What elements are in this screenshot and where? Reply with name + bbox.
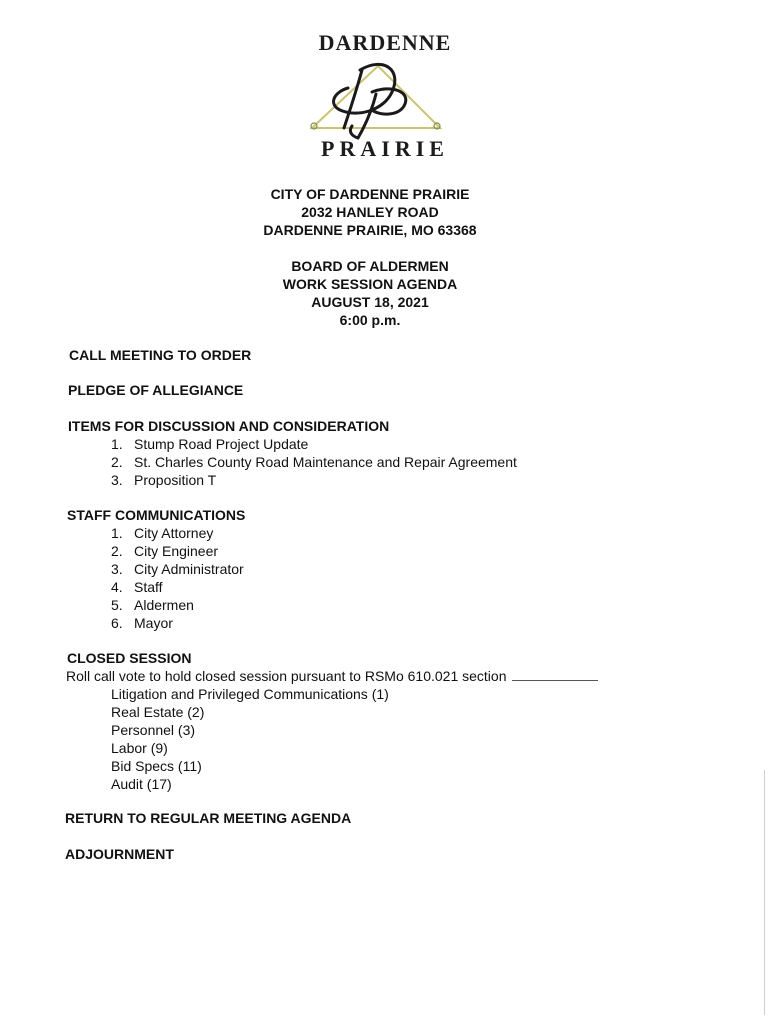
list-item: Audit (17) — [111, 776, 172, 792]
items-heading: ITEMS FOR DISCUSSION AND CONSIDERATION — [68, 418, 390, 434]
list-item: Litigation and Privileged Communications (1) — [111, 686, 389, 702]
staff-heading: STAFF COMMUNICATIONS — [67, 507, 246, 523]
meeting-date: AUGUST 18, 2021 — [311, 294, 429, 310]
address-line-1: CITY OF DARDENNE PRAIRIE — [270, 186, 470, 202]
list-item: Bid Specs (11) — [111, 758, 202, 774]
staff-list — [111, 524, 244, 632]
address-line-2: 2032 HANLEY ROAD — [301, 204, 439, 220]
dp-monogram-logo — [300, 52, 450, 140]
meeting-time: 6:00 p.m. — [339, 312, 401, 328]
list-item: 3. City Administrator — [111, 561, 244, 577]
closed-session-list — [111, 685, 389, 793]
list-item: 6. Mayor — [111, 615, 173, 631]
logo-bottom-word: PRAIRIE — [321, 136, 449, 161]
closed-session-intro — [66, 667, 598, 685]
closed-session-intro-text: Roll call vote to hold closed session pursuant to RSMo 610.021 section — [66, 668, 507, 684]
list-item: Personnel (3) — [111, 722, 196, 738]
adjournment-heading: ADJOURNMENT — [65, 846, 174, 862]
list-item: 3. Proposition T — [111, 472, 217, 488]
meeting-type: WORK SESSION AGENDA — [282, 276, 458, 292]
list-item: 4. Staff — [111, 579, 163, 595]
list-item: Labor (9) — [111, 740, 168, 756]
address-block — [200, 185, 540, 239]
list-item: Real Estate (2) — [111, 704, 205, 720]
list-item: 2. City Engineer — [111, 543, 219, 559]
return-heading: RETURN TO REGULAR MEETING AGENDA — [65, 810, 352, 826]
address-line-3: DARDENNE PRAIRIE, MO 63368 — [263, 222, 477, 238]
call-to-order-heading: CALL MEETING TO ORDER — [69, 347, 252, 363]
scan-edge-line — [764, 770, 765, 1015]
logo-top-word: DARDENNE — [318, 30, 452, 55]
meeting-info-block — [200, 257, 540, 329]
list-item: 5. Aldermen — [111, 597, 194, 613]
meeting-body: BOARD OF ALDERMEN — [291, 258, 449, 274]
list-item: 2. St. Charles County Road Maintenance and Repair Agreement — [111, 454, 517, 470]
section-blank-line — [512, 668, 598, 681]
discussion-items-list — [111, 435, 517, 489]
pledge-heading: PLEDGE OF ALLEGIANCE — [68, 382, 244, 398]
list-item: 1. Stump Road Project Update — [111, 436, 309, 452]
closed-session-heading: CLOSED SESSION — [67, 650, 192, 666]
list-item: 1. City Attorney — [111, 525, 214, 541]
